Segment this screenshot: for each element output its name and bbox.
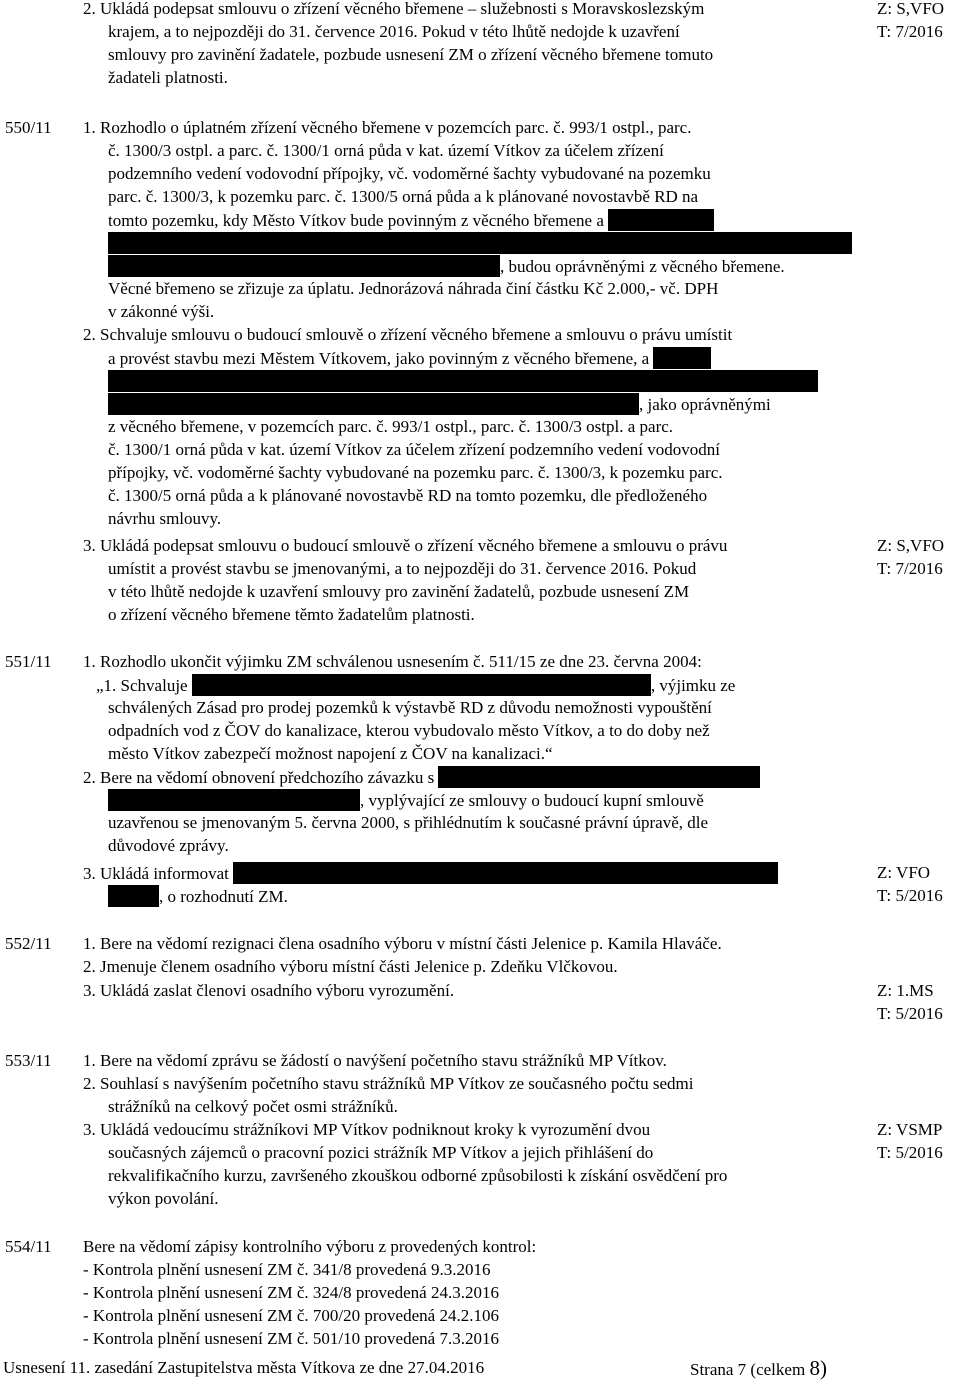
responsible-label: Z: VSMP [877, 1120, 943, 1139]
term-label: T: 7/2016 [877, 22, 943, 41]
text-line: a provést stavbu mezi Městem Vítkovem, jako povinným z věcného břemene, a [108, 347, 711, 371]
text-line: smlouvy pro zavinění žadatele, pozbude usnesení ZM o zřízení věcného břemene tomuto [108, 45, 714, 64]
term-label: T: 5/2016 [877, 1143, 943, 1162]
redaction-block [608, 209, 714, 231]
text-line: Bere na vědomí zápisy kontrolního výboru z provedených kontrol: [83, 1237, 537, 1256]
text-line: současných zájemců o pracovní pozici strážník MP Vítkov a jejich přihlášení do [108, 1143, 654, 1162]
text-line: podzemního vedení vodovodní přípojky, vč. vodoměrné šachty vybudované na pozemku [108, 164, 711, 183]
text-line: 2. Ukládá podepsat smlouvu o zřízení věcného břemene – služebnosti s Moravskoslezským [83, 0, 705, 18]
term-label: T: 7/2016 [877, 559, 943, 578]
text-line: , o rozhodnutí ZM. [108, 885, 288, 909]
text-line: , vyplývající ze smlouvy o budoucí kupní smlouvě [108, 789, 704, 813]
resolution-number: 553/11 [5, 1051, 52, 1070]
text-line: - Kontrola plnění usnesení ZM č. 700/20 provedená 24.2.106 [83, 1306, 499, 1325]
text-line: v této lhůtě nedojde k uzavření smlouvy pro zavinění žadatelů, pozbude usnesení ZM [108, 582, 690, 601]
text-line: přípojky, vč. vodoměrné šachty vybudované na pozemku parc. č. 1300/3, k pozemku parc. [108, 463, 723, 482]
resolution-number: 552/11 [5, 934, 52, 953]
footer-title: Usnesení 11. zasedání Zastupitelstva města Vítkova ze dne 27.04.2016 [3, 1358, 485, 1377]
text-line: 2. Souhlasí s navýšením početního stavu strážníků MP Vítkov ze současného počtu sedmi [83, 1074, 694, 1093]
redaction-block [108, 370, 818, 392]
text-line: odpadních vod z ČOV do kanalizace, kterou vybudovalo město Vítkov, a to do doby než [108, 721, 710, 740]
text-line: o zřízení věcného břemene těmto žadatelům platnosti. [108, 605, 475, 624]
text-line: 1. Rozhodlo ukončit výjimku ZM schválenou usnesením č. 511/15 ze dne 23. června 2004: [83, 652, 702, 671]
text-line: výkon povolání. [108, 1189, 219, 1208]
redaction-block [108, 255, 500, 277]
text-line: žadateli platnosti. [108, 68, 228, 87]
redaction-block [653, 347, 711, 369]
responsible-label: Z: S,VFO [877, 0, 945, 18]
text-line: č. 1300/5 orná půda a k plánované novostavbě RD na tomto pozemku, dle předloženého [108, 486, 708, 505]
text-line: uzavřenou se jmenovaným 5. června 2000, s přihlédnutím k současné právní úpravě, dle [108, 813, 709, 832]
text-line: , jako oprávněnými [108, 393, 771, 417]
text-line: 3. Ukládá vedoucímu strážníkovi MP Vítkov podniknout kroky k vyrozumění dvou [83, 1120, 651, 1139]
text-line: umístit a provést stavbu se jmenovanými, a to nejpozději do 31. července 2016. Pokud [108, 559, 697, 578]
text-line: - Kontrola plnění usnesení ZM č. 324/8 provedená 24.3.2016 [83, 1283, 499, 1302]
text-line: 2. Schvaluje smlouvu o budoucí smlouvě o zřízení věcného břemene a smlouvu o právu umístit [83, 325, 733, 344]
text-line: , budou oprávněnými z věcného břemene. [108, 255, 785, 279]
resolution-number: 554/11 [5, 1237, 52, 1256]
text-line: „1. Schvaluje , výjimku ze [96, 676, 736, 695]
text-line: 3. Ukládá informovat [83, 862, 778, 886]
resolution-number: 550/11 [5, 118, 52, 137]
text-line: 1. Bere na vědomí rezignaci člena osadního výboru v místní části Jelenice p. Kamila Hlaváče. [83, 934, 722, 953]
text-line: č. 1300/1 orná půda v kat. území Vítkov za účelem zřízení podzemního vedení vodovodní [108, 440, 720, 459]
text-line: tomto pozemku, kdy Město Vítkov bude povinným z věcného břemene a [108, 209, 714, 233]
text-line: č. 1300/3 ostpl. a parc. č. 1300/1 orná půda v kat. území Vítkov za účelem zřízení [108, 141, 664, 160]
text-line: - Kontrola plnění usnesení ZM č. 501/10 provedená 7.3.2016 [83, 1329, 499, 1348]
text-line: v zákonné výši. [108, 302, 215, 321]
text-line: - Kontrola plnění usnesení ZM č. 341/8 provedená 9.3.2016 [83, 1260, 491, 1279]
text-line: z věcného břemene, v pozemcích parc. č. 993/1 ostpl., parc. č. 1300/3 ostpl. a parc. [108, 417, 674, 436]
text-line: 1. Bere na vědomí zprávu se žádostí o navýšení početního stavu strážníků MP Vítkov. [83, 1051, 667, 1070]
text-line: strážníků na celkový počet osmi strážníků. [108, 1097, 398, 1116]
page-indicator [690, 1357, 827, 1382]
text-line: krajem, a to nejpozději do 31. července 2016. Pokud v této lhůtě nedojde k uzavření [108, 22, 680, 41]
text-line: parc. č. 1300/3, k pozemku parc. č. 1300/5 orná půda a k plánované novostavbě RD na [108, 187, 699, 206]
text-line: 2. Jmenuje členem osadního výboru místní části Jelenice p. Zdeňku Vlčkovou. [83, 957, 618, 976]
responsible-label: Z: VFO [877, 863, 931, 882]
redaction-block [108, 885, 159, 907]
text-line: důvodové zprávy. [108, 836, 229, 855]
text-line: 2. Bere na vědomí obnovení předchozího závazku s [83, 766, 760, 790]
resolution-number: 551/11 [5, 652, 52, 671]
redaction-block [108, 789, 360, 811]
redaction-block [108, 232, 852, 254]
text-line: schválených Zásad pro prodej pozemků k výstavbě RD z důvodu nemožnosti vypouštění [108, 698, 712, 717]
text-line: rekvalifikačního kurzu, završeného zkouškou odborné způsobilosti k získání osvědčení pro [108, 1166, 728, 1185]
text-line: Věcné břemeno se zřizuje za úplatu. Jednorázová náhrada činí částku Kč 2.000,- vč. DPH [108, 279, 719, 298]
redaction-block [438, 766, 760, 788]
text-line: město Vítkov zabezpečí možnost napojení z ČOV na kanalizaci.“ [108, 744, 553, 763]
redaction-block [192, 674, 651, 696]
text-line: 3. Ukládá podepsat smlouvu o budoucí smlouvě o zřízení věcného břemene a smlouvu o právu [83, 536, 728, 555]
page-label: Strana 7 (celkem [690, 1360, 806, 1379]
responsible-label: Z: S,VFO [877, 536, 945, 555]
redaction-block [233, 862, 778, 884]
term-label: T: 5/2016 [877, 886, 943, 905]
text-line: návrhu smlouvy. [108, 509, 222, 528]
text-line: 3. Ukládá zaslat členovi osadního výboru vyrozumění. [83, 981, 455, 1000]
text-line: 1. Rozhodlo o úplatném zřízení věcného břemene v pozemcích parc. č. 993/1 ostpl., parc. [83, 118, 692, 137]
redaction-block [108, 393, 639, 415]
term-label: T: 5/2016 [877, 1004, 943, 1023]
page-total: 8) [809, 1356, 827, 1380]
responsible-label: Z: 1.MS [877, 981, 934, 1000]
